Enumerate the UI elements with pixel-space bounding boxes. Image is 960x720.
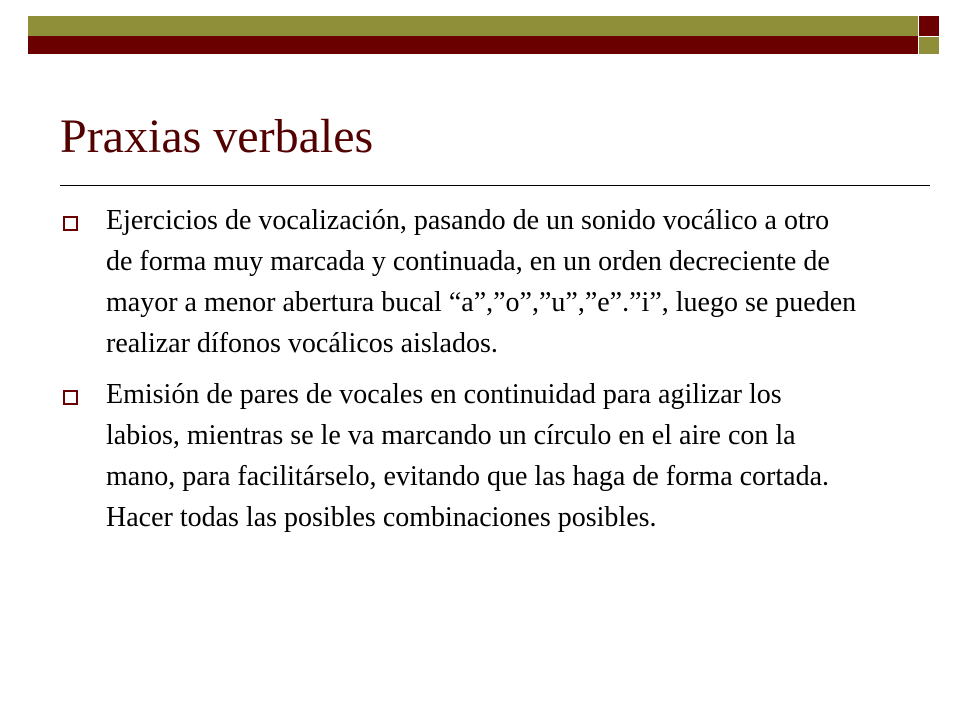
- slide-title: Praxias verbales: [60, 110, 374, 163]
- hollow-square-bullet-icon: [63, 390, 78, 405]
- header-corner-square-maroon: [919, 16, 939, 36]
- header-band-olive: [28, 16, 918, 36]
- bullet-text: Emisión de pares de vocales en continuidad para agilizar los labios, mientras se le va marcando un círculo en el aire con la mano, para facilitárselo, evitando que las haga de forma cortada. Hacer todas las posibles combinaciones posibles.: [106, 379, 830, 533]
- bullet-list: [60, 200, 860, 548]
- header-corner-square-olive: [919, 37, 939, 54]
- title-divider: [60, 185, 930, 186]
- bullet-text: Ejercicios de vocalización, pasando de un sonido vocálico a otro de forma muy marcada y continuada, en un orden decreciente de mayor a menor abertura bucal “a”,”o”,”u”,”e”.”i”, luego se pueden realizar dífonos vocálicos aislados.: [106, 205, 857, 359]
- bullet-item: [60, 200, 860, 364]
- header-band-maroon: [28, 36, 918, 54]
- bullet-item: [60, 374, 860, 538]
- hollow-square-bullet-icon: [63, 216, 78, 231]
